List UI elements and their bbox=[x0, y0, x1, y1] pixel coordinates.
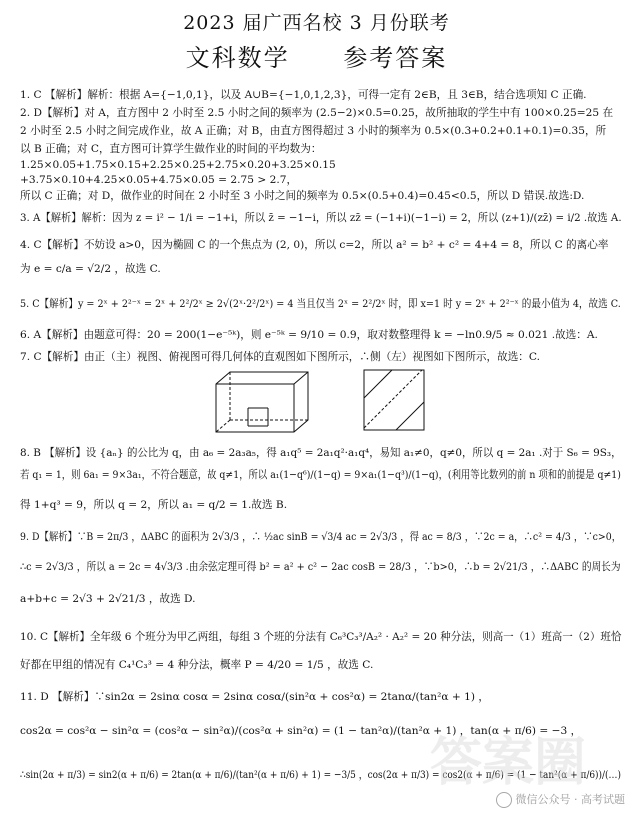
answer-line: 11. D 【解析】∵sin2α = 2sinα cosα = 2sinα cosα/(sin²α + cos²α) = 2tanα/(tan²α + 1) ， bbox=[20, 691, 489, 703]
answer-line: 所以 C 正确；对 D，做作业的时间在 2 小时至 3 小时之间的频率为 0.5×(0.5+0.4)=0.45<0.5，所以 D 错误.故选:D. bbox=[20, 190, 585, 202]
wechat-icon bbox=[496, 792, 512, 808]
answer-line: 1.25×0.05+1.75×0.15+2.25×0.25+2.75×0.20+3.25×0.15 bbox=[20, 159, 336, 171]
answer-line: cos2α = cos²α − sin²α = (cos²α − sin²α)/(cos²α + sin²α) = (1 − tan²α)/(tan²α + 1) ，tan(α + π/6) = −3 ， bbox=[20, 725, 582, 737]
answer-line: +3.75×0.10+4.25×0.05+4.75×0.05 = 2.75 > 2.7， bbox=[20, 174, 298, 186]
answer-line: 4. C【解析】不妨设 a>0，因为椭圆 C 的一个焦点为 (2, 0)，所以 c=2，所以 a² = b² + c² = 4+4 = 8，所以 C 的离心率 bbox=[20, 239, 609, 251]
document-title: 2023 届广西名校 3 月份联考 bbox=[183, 12, 450, 34]
subtitle-answers: 参考答案 bbox=[343, 44, 448, 72]
watermark-text: 微信公众号 · 高考试题 bbox=[515, 793, 625, 806]
answer-line: ∴sin(2α + π/3) = sin2(α + π/6) = 2tan(α + π/6)/(tan²(α + π/6) + 1) = −3/5 ，cos(2α + π/3) = cos2(α + π/6) = (1 − tan²(α + π/6))/(…) bbox=[20, 769, 621, 781]
subtitle-subject: 文科数学 bbox=[185, 44, 290, 72]
answer-line: 10. C【解析】全年级 6 个班分为甲乙两组，每组 3 个班的分法有 C₆³C₃³/A₂² · A₂² = 20 种分法，则高一（1）班高一（2）班恰 bbox=[20, 631, 622, 643]
answer-line: 得 1+q³ = 9，所以 q = 2，所以 a₁ = q/2 = 1.故选 B. bbox=[20, 499, 288, 511]
answer-line: 若 q₁ = 1，则 6a₁ = 9×3a₁，不符合题意，故 q≠1，所以 a₁(1−q⁶)/(1−q) = 9×a₁(1−q³)/(1−q)，(利用等比数列的前 n 项和的前提是 q≠1) bbox=[20, 469, 621, 481]
document-subtitle bbox=[0, 38, 633, 73]
answer-line: 5. C【解析】y = 2ˣ + 2²⁻ˣ = 2ˣ + 2²/2ˣ ≥ 2√(2ˣ·2²/2ˣ) = 4 当且仅当 2ˣ = 2²/2ˣ 时，即 x=1 时 y = 2ˣ + 2²⁻ˣ 的最小值为 4，故选 C. bbox=[20, 298, 621, 310]
answer-line: a+b+c = 2√3 + 2√21/3 ，故选 D. bbox=[20, 593, 196, 605]
solid-direct-view-figure bbox=[208, 368, 318, 436]
watermark-logo: 答案圈 bbox=[430, 733, 587, 793]
answer-line: 8. B 【解析】设 {aₙ} 的公比为 q，由 a₆ = 2a₃a₅，得 a₁q⁵ = 2a₁q²·a₁q⁴，易知 a₁≠0，q≠0，所以 q = 2a₁ .对于 S₆ = 9S₃， bbox=[20, 447, 622, 459]
side-view-figure bbox=[362, 368, 426, 432]
answer-line: ∴c = 2√3/3 ，所以 a = 2c = 4√3/3 .由余弦定理可得 b² = a² + c² − 2ac cosB = 28/3 ，∵b>0，∴b = 2√21/3 ，∴ΔABC 的周长为 bbox=[20, 561, 621, 573]
answer-line: 9. D【解析】∵B = 2π/3 ，ΔABC 的面积为 2√3/3 ，∴ ½ac sinB = √3/4 ac = 2√3/3 ，得 ac = 8/3 ，∵2c = a，∴c² = 4/3 ，∵c>0， bbox=[20, 531, 622, 543]
wechat-watermark bbox=[496, 791, 626, 808]
answer-line: 3. A【解析】解析：因为 z = i² − 1/i = −1+i，所以 z̄ = −1−i，所以 zz̄ = (−1+i)(−1−i) = 2，所以 (z+1)/(zz̄) = i/2 .故选 A. bbox=[20, 212, 622, 224]
answer-line: 2 小时至 2.5 小时之间完成作业，故 A 正确；对 B，由直方图得超过 3 小时的频率为 0.5×(0.3+0.2+0.1+0.1)=0.35，所 bbox=[20, 125, 607, 137]
answer-line: 以 B 正确；对 C，直方图可计算学生做作业的时间的平均数为： bbox=[20, 143, 322, 155]
answer-line: 6. A【解析】由题意可得：20 = 200(1−e⁻⁵ᵏ)，则 e⁻⁵ᵏ = 9/10 = 0.9，取对数整理得 k = −ln0.9/5 ≈ 0.021 .故选：A. bbox=[20, 329, 598, 341]
answer-line: 好都在甲组的情况有 C₄¹C₃³ = 4 种分法，概率 P = 4/20 = 1/5 ，故选 C. bbox=[20, 659, 374, 671]
answer-line: 为 e = c/a = √2/2 ，故选 C. bbox=[20, 263, 161, 275]
answer-line: 7. C【解析】由正（主）视图、俯视图可得几何体的直观图如下图所示，∴侧（左）视图如下图所示，故选：C. bbox=[20, 351, 540, 363]
answer-line: 2. D【解析】对 A，直方图中 2 小时至 2.5 小时之间的频率为 (2.5−2)×0.5=0.25，故所抽取的学生中有 100×0.25=25 在 bbox=[20, 107, 614, 119]
answer-line: 1. C 【解析】解析：根据 A={−1,0,1}，以及 A∪B={−1,0,1,2,3}，可得一定有 2∈B，且 3∈B，结合选项知 C 正确. bbox=[20, 89, 587, 101]
